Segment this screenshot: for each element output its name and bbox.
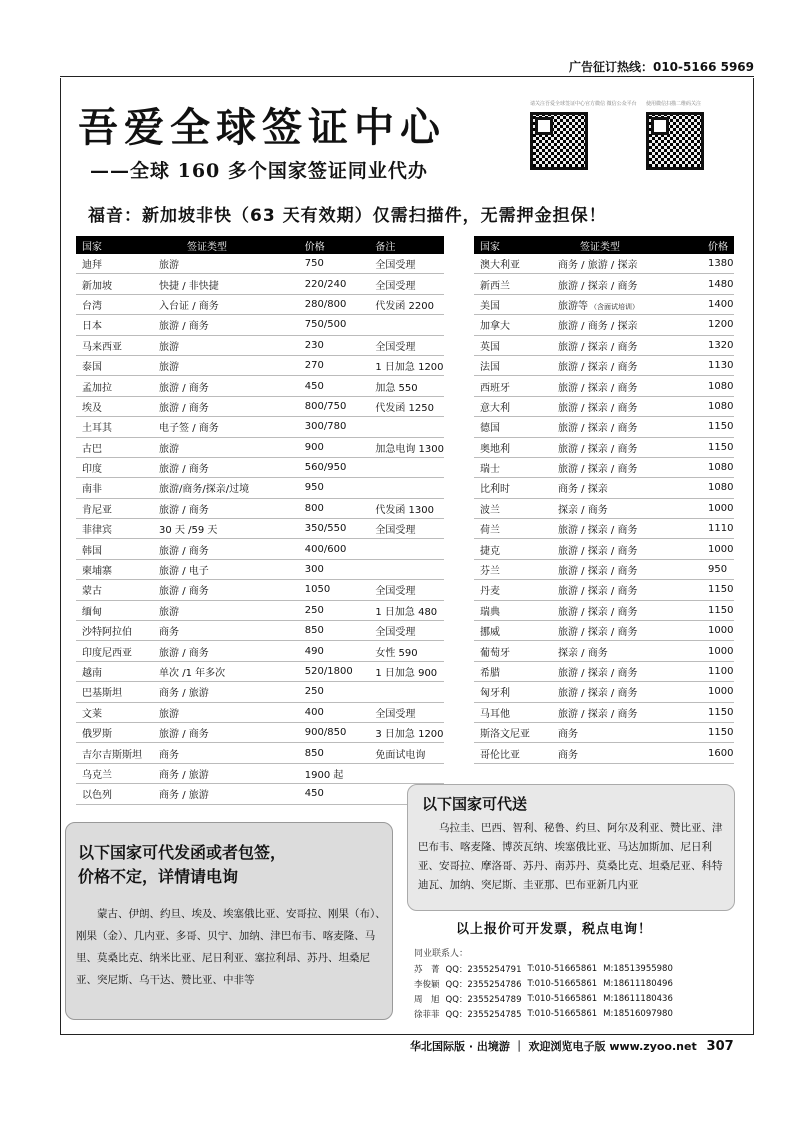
delivery-box xyxy=(407,784,735,911)
contact-row xyxy=(414,976,679,991)
table-row xyxy=(76,294,444,314)
page-title: 吾爱全球签证中心 xyxy=(78,104,446,151)
table-row xyxy=(76,519,444,539)
table-row xyxy=(76,417,444,437)
footer-text: 华北国际版 · 出境游 ｜ 欢迎浏览电子版 www.zyoo.net xyxy=(410,1040,697,1053)
table-cell: 旅游 / 探亲 / 商务 xyxy=(552,580,702,600)
table-cell: 300/780 xyxy=(299,417,370,437)
table-row xyxy=(474,335,734,355)
qr-caption-right: 使用微信扫描二维码关注 xyxy=(646,101,702,107)
table-row xyxy=(76,355,444,375)
table-cell: 旅游 xyxy=(153,437,299,457)
table-cell: 1110 xyxy=(702,519,734,539)
table-cell: 肯尼亚 xyxy=(76,498,153,518)
table-header-row xyxy=(76,236,444,254)
table-row xyxy=(76,478,444,498)
table-cell: 女性 590 xyxy=(369,641,444,661)
table-row xyxy=(474,457,734,477)
table-row xyxy=(474,559,734,579)
table-cell: 越南 xyxy=(76,661,153,681)
sponsor-letter-title-line: 以下国家可代发函或者包签， xyxy=(78,843,287,862)
visa-type: 旅游等 xyxy=(558,300,588,312)
table-cell: 950 xyxy=(702,559,734,579)
delivery-title: 以下国家可代送 xyxy=(422,795,528,813)
column-header: 价格 xyxy=(702,236,734,254)
table-cell: T:010-51665861 xyxy=(527,963,598,974)
table-cell: 南非 xyxy=(76,478,153,498)
table-cell: 文莱 xyxy=(76,702,153,722)
table-row xyxy=(474,376,734,396)
table-row xyxy=(76,437,444,457)
table-cell: 1900 起 xyxy=(299,763,370,783)
table-cell: 比利时 xyxy=(474,478,552,498)
visa-price-table-left xyxy=(76,236,444,805)
top-rule xyxy=(60,76,754,77)
table-cell: 900 xyxy=(299,437,370,457)
table-cell: 1080 xyxy=(702,478,734,498)
column-header: 国家 xyxy=(474,236,552,254)
table-cell: 新西兰 xyxy=(474,274,552,294)
table-cell: 旅游 / 商务 xyxy=(153,315,299,335)
delivery-countries: 乌拉圭、巴西、智利、秘鲁、约旦、阿尔及利亚、赞比亚、津巴布韦、喀麦隆、博茨瓦纳、埃塞俄比亚、马达加斯加、尼日利亚、安哥拉、摩洛哥、苏丹、南苏丹、莫桑比克、坦桑尼亚、科特迪瓦、加纳、突尼斯、圭亚那、巴布亚新几内亚 xyxy=(418,822,723,891)
table-row xyxy=(474,396,734,416)
visa-type-note: （含面试培训） xyxy=(590,302,639,311)
table-cell: 代发函 1250 xyxy=(369,396,444,416)
sponsor-letter-countries: 蒙古、伊朗、约旦、埃及、埃塞俄比亚、安哥拉、刚果（布）、刚果（金）、几内亚、多哥、贝宁、加纳、津巴布韦、喀麦隆、马里、莫桑比克、纳米比亚、尼日利亚、塞拉利昂、苏丹、坦桑尼亚、突尼斯、乌干达、赞比亚、中非等 xyxy=(76,908,386,986)
table-cell: 旅游 / 商务 xyxy=(153,722,299,742)
table-cell: 旅游 / 探亲 / 商务 xyxy=(552,457,702,477)
qr-code-left-icon xyxy=(530,112,588,170)
table-cell: 商务 / 探亲 xyxy=(552,478,702,498)
news-headline: 福音：新加坡非快（63 天有效期）仅需扫描件，无需押金担保！ xyxy=(88,206,607,226)
table-cell: 匈牙利 xyxy=(474,682,552,702)
column-header: 签证类型 xyxy=(552,236,702,254)
table-row xyxy=(474,580,734,600)
table-cell: 1 日加急 480 xyxy=(369,600,444,620)
table-cell: 300 xyxy=(299,559,370,579)
table-cell: 1150 xyxy=(702,722,734,742)
table-cell: 入台证 / 商务 xyxy=(153,294,299,314)
table-cell: 全国受理 xyxy=(369,274,444,294)
table-row xyxy=(76,498,444,518)
table-cell: 850 xyxy=(299,621,370,641)
table-row xyxy=(76,457,444,477)
table-cell: 代发函 2200 xyxy=(369,294,444,314)
table-cell: 乌克兰 xyxy=(76,763,153,783)
table-cell: 全国受理 xyxy=(369,580,444,600)
page-footer xyxy=(410,1038,734,1054)
table-cell: 土耳其 xyxy=(76,417,153,437)
table-cell: 1000 xyxy=(702,539,734,559)
table-cell: 奥地利 xyxy=(474,437,552,457)
table-cell: 560/950 xyxy=(299,457,370,477)
table-cell: 探亲 / 商务 xyxy=(552,641,702,661)
table-cell: 挪威 xyxy=(474,621,552,641)
table-cell: 商务 xyxy=(153,621,299,641)
table-cell: 1080 xyxy=(702,457,734,477)
table-cell xyxy=(369,457,444,477)
contact-row xyxy=(414,1006,679,1021)
table-cell: 旅游 / 探亲 / 商务 xyxy=(552,539,702,559)
table-cell: 3 日加急 1200 xyxy=(369,722,444,742)
qr-code-right-icon xyxy=(646,112,704,170)
table-cell: 波兰 xyxy=(474,498,552,518)
table-cell: 旅游 / 商务 xyxy=(153,498,299,518)
table-cell: 韩国 xyxy=(76,539,153,559)
table-cell: 西班牙 xyxy=(474,376,552,396)
table-cell: 加急 550 xyxy=(369,376,444,396)
table-cell: 商务 xyxy=(153,743,299,763)
table-cell: 220/240 xyxy=(299,274,370,294)
table-row xyxy=(76,274,444,294)
table-cell: 1000 xyxy=(702,498,734,518)
table-cell: 旅游 / 电子 xyxy=(153,559,299,579)
table-cell: 1100 xyxy=(702,661,734,681)
table-cell: 1000 xyxy=(702,682,734,702)
table-cell: 代发函 1300 xyxy=(369,498,444,518)
table-cell: 周 旭 xyxy=(414,994,440,1005)
table-cell: 250 xyxy=(299,600,370,620)
table-cell: 新加坡 xyxy=(76,274,153,294)
table-cell: 250 xyxy=(299,682,370,702)
table-cell: 1400 xyxy=(702,294,734,314)
table-cell: 750 xyxy=(299,254,370,274)
column-header: 备注 xyxy=(369,236,444,254)
table-cell: 荷兰 xyxy=(474,519,552,539)
contacts-label: 同业联系人： xyxy=(414,949,469,959)
table-cell: 旅游 xyxy=(153,335,299,355)
table-cell: M:18516097980 xyxy=(603,1008,673,1019)
table-cell: 旅游 / 探亲 / 商务 xyxy=(552,417,702,437)
table-cell: 950 xyxy=(299,478,370,498)
table-cell xyxy=(369,539,444,559)
table-cell: 1130 xyxy=(702,355,734,375)
table-cell: 美国 xyxy=(474,294,552,314)
table-cell: 旅游 / 探亲 / 商务 xyxy=(552,661,702,681)
table-row xyxy=(474,437,734,457)
table-cell: 马来西亚 xyxy=(76,335,153,355)
table-cell: 瑞士 xyxy=(474,457,552,477)
table-row xyxy=(76,722,444,742)
table-cell: 旅游/商务/探亲/过境 xyxy=(153,478,299,498)
table-cell: 全国受理 xyxy=(369,621,444,641)
table-cell: 哥伦比亚 xyxy=(474,743,552,763)
table-cell: 旅游 / 商务 xyxy=(153,641,299,661)
table-row xyxy=(474,274,734,294)
table-cell: 孟加拉 xyxy=(76,376,153,396)
table-row xyxy=(76,600,444,620)
table-cell: 旅游 / 探亲 / 商务 xyxy=(552,274,702,294)
table-cell: 探亲 / 商务 xyxy=(552,498,702,518)
table-cell: 1050 xyxy=(299,580,370,600)
table-row xyxy=(76,376,444,396)
table-cell xyxy=(369,478,444,498)
table-cell: 400 xyxy=(299,702,370,722)
table-cell: 350/550 xyxy=(299,519,370,539)
table-cell: 1380 xyxy=(702,254,734,274)
table-row xyxy=(76,641,444,661)
table-row xyxy=(76,661,444,681)
page-subtitle: ——全球 160 多个国家签证同业代办 xyxy=(90,160,428,182)
table-row xyxy=(76,702,444,722)
table-cell: M:18611180496 xyxy=(603,978,673,989)
qr-block-right xyxy=(646,100,736,170)
table-cell: T:010-51665861 xyxy=(527,978,598,989)
table-cell: 1080 xyxy=(702,376,734,396)
table-cell: 400/600 xyxy=(299,539,370,559)
table-cell: 800/750 xyxy=(299,396,370,416)
table-cell: 加拿大 xyxy=(474,315,552,335)
table-row xyxy=(474,621,734,641)
table-cell: 苏 菁 xyxy=(414,964,440,975)
table-cell: 旅游 / 探亲 / 商务 xyxy=(552,559,702,579)
column-header: 国家 xyxy=(76,236,153,254)
table-row xyxy=(474,702,734,722)
table-cell: 台湾 xyxy=(76,294,153,314)
table-cell: 马耳他 xyxy=(474,702,552,722)
table-cell: T:010-51665861 xyxy=(527,1008,598,1019)
table-cell: 520/1800 xyxy=(299,661,370,681)
table-row xyxy=(76,396,444,416)
table-cell: 旅游 / 商务 xyxy=(153,376,299,396)
table-cell: 旅游 xyxy=(153,600,299,620)
table-cell: 斯洛文尼亚 xyxy=(474,722,552,742)
contact-row xyxy=(414,991,679,1006)
table-cell: 吉尔吉斯斯坦 xyxy=(76,743,153,763)
table-cell: 法国 xyxy=(474,355,552,375)
table-cell: 意大利 xyxy=(474,396,552,416)
table-row xyxy=(76,763,444,783)
table-cell: 日本 xyxy=(76,315,153,335)
table-cell: 750/500 xyxy=(299,315,370,335)
table-row xyxy=(474,539,734,559)
table-cell: 1480 xyxy=(702,274,734,294)
table-cell: 1600 xyxy=(702,743,734,763)
table-cell: 1150 xyxy=(702,437,734,457)
table-cell: 旅游 / 探亲 / 商务 xyxy=(552,702,702,722)
table-cell: 230 xyxy=(299,335,370,355)
table-cell xyxy=(369,682,444,702)
table-cell: 商务 xyxy=(552,722,702,742)
table-cell: 俄罗斯 xyxy=(76,722,153,742)
table-cell: QQ：2355254789 xyxy=(445,994,522,1005)
table-cell: 1150 xyxy=(702,417,734,437)
table-cell: 丹麦 xyxy=(474,580,552,600)
table-cell: 270 xyxy=(299,355,370,375)
table-row xyxy=(474,498,734,518)
table-cell: 450 xyxy=(299,376,370,396)
table-cell: 李俊颖 xyxy=(414,979,440,990)
table-cell: 旅游 / 探亲 / 商务 xyxy=(552,600,702,620)
table-cell: 旅游 xyxy=(153,702,299,722)
table-cell: 菲律宾 xyxy=(76,519,153,539)
table-row xyxy=(474,519,734,539)
table-cell: 全国受理 xyxy=(369,335,444,355)
table-cell: 捷克 xyxy=(474,539,552,559)
table-cell: 泰国 xyxy=(76,355,153,375)
sponsor-letter-title xyxy=(78,841,286,889)
table-row xyxy=(474,722,734,742)
table-cell: 旅游 / 探亲 / 商务 xyxy=(552,396,702,416)
table-cell: 1200 xyxy=(702,315,734,335)
table-cell: 全国受理 xyxy=(369,254,444,274)
table-cell: 商务 / 旅游 xyxy=(153,682,299,702)
table-cell: 加急电询 1300 xyxy=(369,437,444,457)
table-row xyxy=(76,539,444,559)
table-cell: 巴基斯坦 xyxy=(76,682,153,702)
table-cell: 商务 xyxy=(552,743,702,763)
table-cell xyxy=(552,294,702,314)
table-cell: 280/800 xyxy=(299,294,370,314)
table-row xyxy=(76,559,444,579)
table-cell: 免面试电询 xyxy=(369,743,444,763)
table-cell: 缅甸 xyxy=(76,600,153,620)
table-row xyxy=(76,315,444,335)
table-cell: 埃及 xyxy=(76,396,153,416)
table-row xyxy=(474,682,734,702)
table-cell: 850 xyxy=(299,743,370,763)
table-cell: 旅游 / 探亲 / 商务 xyxy=(552,335,702,355)
table-cell: 快捷 / 非快捷 xyxy=(153,274,299,294)
table-cell: 1150 xyxy=(702,600,734,620)
visa-price-table-right xyxy=(474,236,734,764)
table-cell: 1000 xyxy=(702,641,734,661)
table-row xyxy=(474,254,734,274)
table-cell: 800 xyxy=(299,498,370,518)
table-row xyxy=(474,294,734,314)
table-cell: QQ：2355254786 xyxy=(445,979,522,990)
table-cell: M:18513955980 xyxy=(603,963,673,974)
table-cell: 旅游 / 探亲 / 商务 xyxy=(552,437,702,457)
table-row xyxy=(474,661,734,681)
table-row xyxy=(76,621,444,641)
table-row xyxy=(474,641,734,661)
table-cell: QQ：2355254785 xyxy=(445,1009,522,1020)
table-cell: 商务 / 旅游 xyxy=(153,763,299,783)
table-cell: 1150 xyxy=(702,580,734,600)
table-row xyxy=(76,580,444,600)
invoice-note: 以上报价可开发票，税点电询！ xyxy=(456,922,653,937)
sponsor-letter-title-line: 价格不定，详情请电询 xyxy=(78,867,239,886)
table-cell: 澳大利亚 xyxy=(474,254,552,274)
table-row xyxy=(76,682,444,702)
table-row xyxy=(76,254,444,274)
table-cell: 旅游 / 探亲 / 商务 xyxy=(552,682,702,702)
table-cell: M:18611180436 xyxy=(603,993,673,1004)
ad-hotline: 广告征订热线：010-5166 5969 xyxy=(568,60,754,74)
table-cell: 旅游 / 探亲 / 商务 xyxy=(552,376,702,396)
table-cell: 旅游 / 探亲 / 商务 xyxy=(552,355,702,375)
table-cell: 旅游 / 探亲 / 商务 xyxy=(552,519,702,539)
table-row xyxy=(474,600,734,620)
table-cell: 旅游 xyxy=(153,355,299,375)
table-cell: 瑞典 xyxy=(474,600,552,620)
table-cell: 英国 xyxy=(474,335,552,355)
table-cell: 旅游 / 商务 xyxy=(153,580,299,600)
column-header: 签证类型 xyxy=(153,236,299,254)
table-cell xyxy=(369,315,444,335)
column-header: 价格 xyxy=(299,236,370,254)
table-cell: 希腊 xyxy=(474,661,552,681)
table-row xyxy=(76,743,444,763)
table-cell: 旅游 xyxy=(153,254,299,274)
table-cell: 迪拜 xyxy=(76,254,153,274)
table-cell: 商务 / 旅游 / 探亲 xyxy=(552,254,702,274)
table-header-row xyxy=(474,236,734,254)
table-cell: 1080 xyxy=(702,396,734,416)
table-cell: 旅游 / 商务 xyxy=(153,457,299,477)
table-cell: 1150 xyxy=(702,702,734,722)
table-cell xyxy=(369,417,444,437)
page-number: 307 xyxy=(706,1039,734,1054)
table-row xyxy=(76,335,444,355)
table-cell: 电子签 / 商务 xyxy=(153,417,299,437)
table-row xyxy=(474,315,734,335)
table-cell: 全国受理 xyxy=(369,702,444,722)
table-cell: 德国 xyxy=(474,417,552,437)
table-cell: 30 天 /59 天 xyxy=(153,519,299,539)
table-cell: 旅游 / 商务 xyxy=(153,396,299,416)
sponsor-letter-box xyxy=(65,822,393,1020)
table-cell: 450 xyxy=(299,784,370,804)
table-cell: 葡萄牙 xyxy=(474,641,552,661)
table-cell: 古巴 xyxy=(76,437,153,457)
table-row xyxy=(474,355,734,375)
table-row xyxy=(76,784,444,804)
table-cell: 1000 xyxy=(702,621,734,641)
table-cell: QQ：2355254791 xyxy=(445,964,522,975)
table-cell: 印度 xyxy=(76,457,153,477)
table-cell: 1 日加急 1200 xyxy=(369,355,444,375)
table-cell: 900/850 xyxy=(299,722,370,742)
table-cell: 1320 xyxy=(702,335,734,355)
table-cell: 商务 / 旅游 xyxy=(153,784,299,804)
contact-row xyxy=(414,961,679,976)
table-cell: 旅游 / 商务 / 探亲 xyxy=(552,315,702,335)
table-cell: 全国受理 xyxy=(369,519,444,539)
table-cell: 旅游 / 商务 xyxy=(153,539,299,559)
contacts-table xyxy=(414,961,679,1021)
table-cell: 沙特阿拉伯 xyxy=(76,621,153,641)
table-cell: 单次 /1 年多次 xyxy=(153,661,299,681)
qr-caption-left: 请关注吾爱全球签证中心官方微信 微信公众平台 xyxy=(530,101,637,107)
table-cell: 蒙古 xyxy=(76,580,153,600)
table-row xyxy=(474,478,734,498)
table-cell: 徐菲菲 xyxy=(414,1009,440,1020)
table-cell: 柬埔寨 xyxy=(76,559,153,579)
table-row xyxy=(474,743,734,763)
table-cell: 印度尼西亚 xyxy=(76,641,153,661)
table-cell: 1 日加急 900 xyxy=(369,661,444,681)
table-cell: 旅游 / 探亲 / 商务 xyxy=(552,621,702,641)
table-cell xyxy=(369,559,444,579)
table-cell: 以色列 xyxy=(76,784,153,804)
table-cell: 490 xyxy=(299,641,370,661)
table-row xyxy=(474,417,734,437)
table-cell: T:010-51665861 xyxy=(527,993,598,1004)
table-cell xyxy=(369,763,444,783)
table-cell: 芬兰 xyxy=(474,559,552,579)
